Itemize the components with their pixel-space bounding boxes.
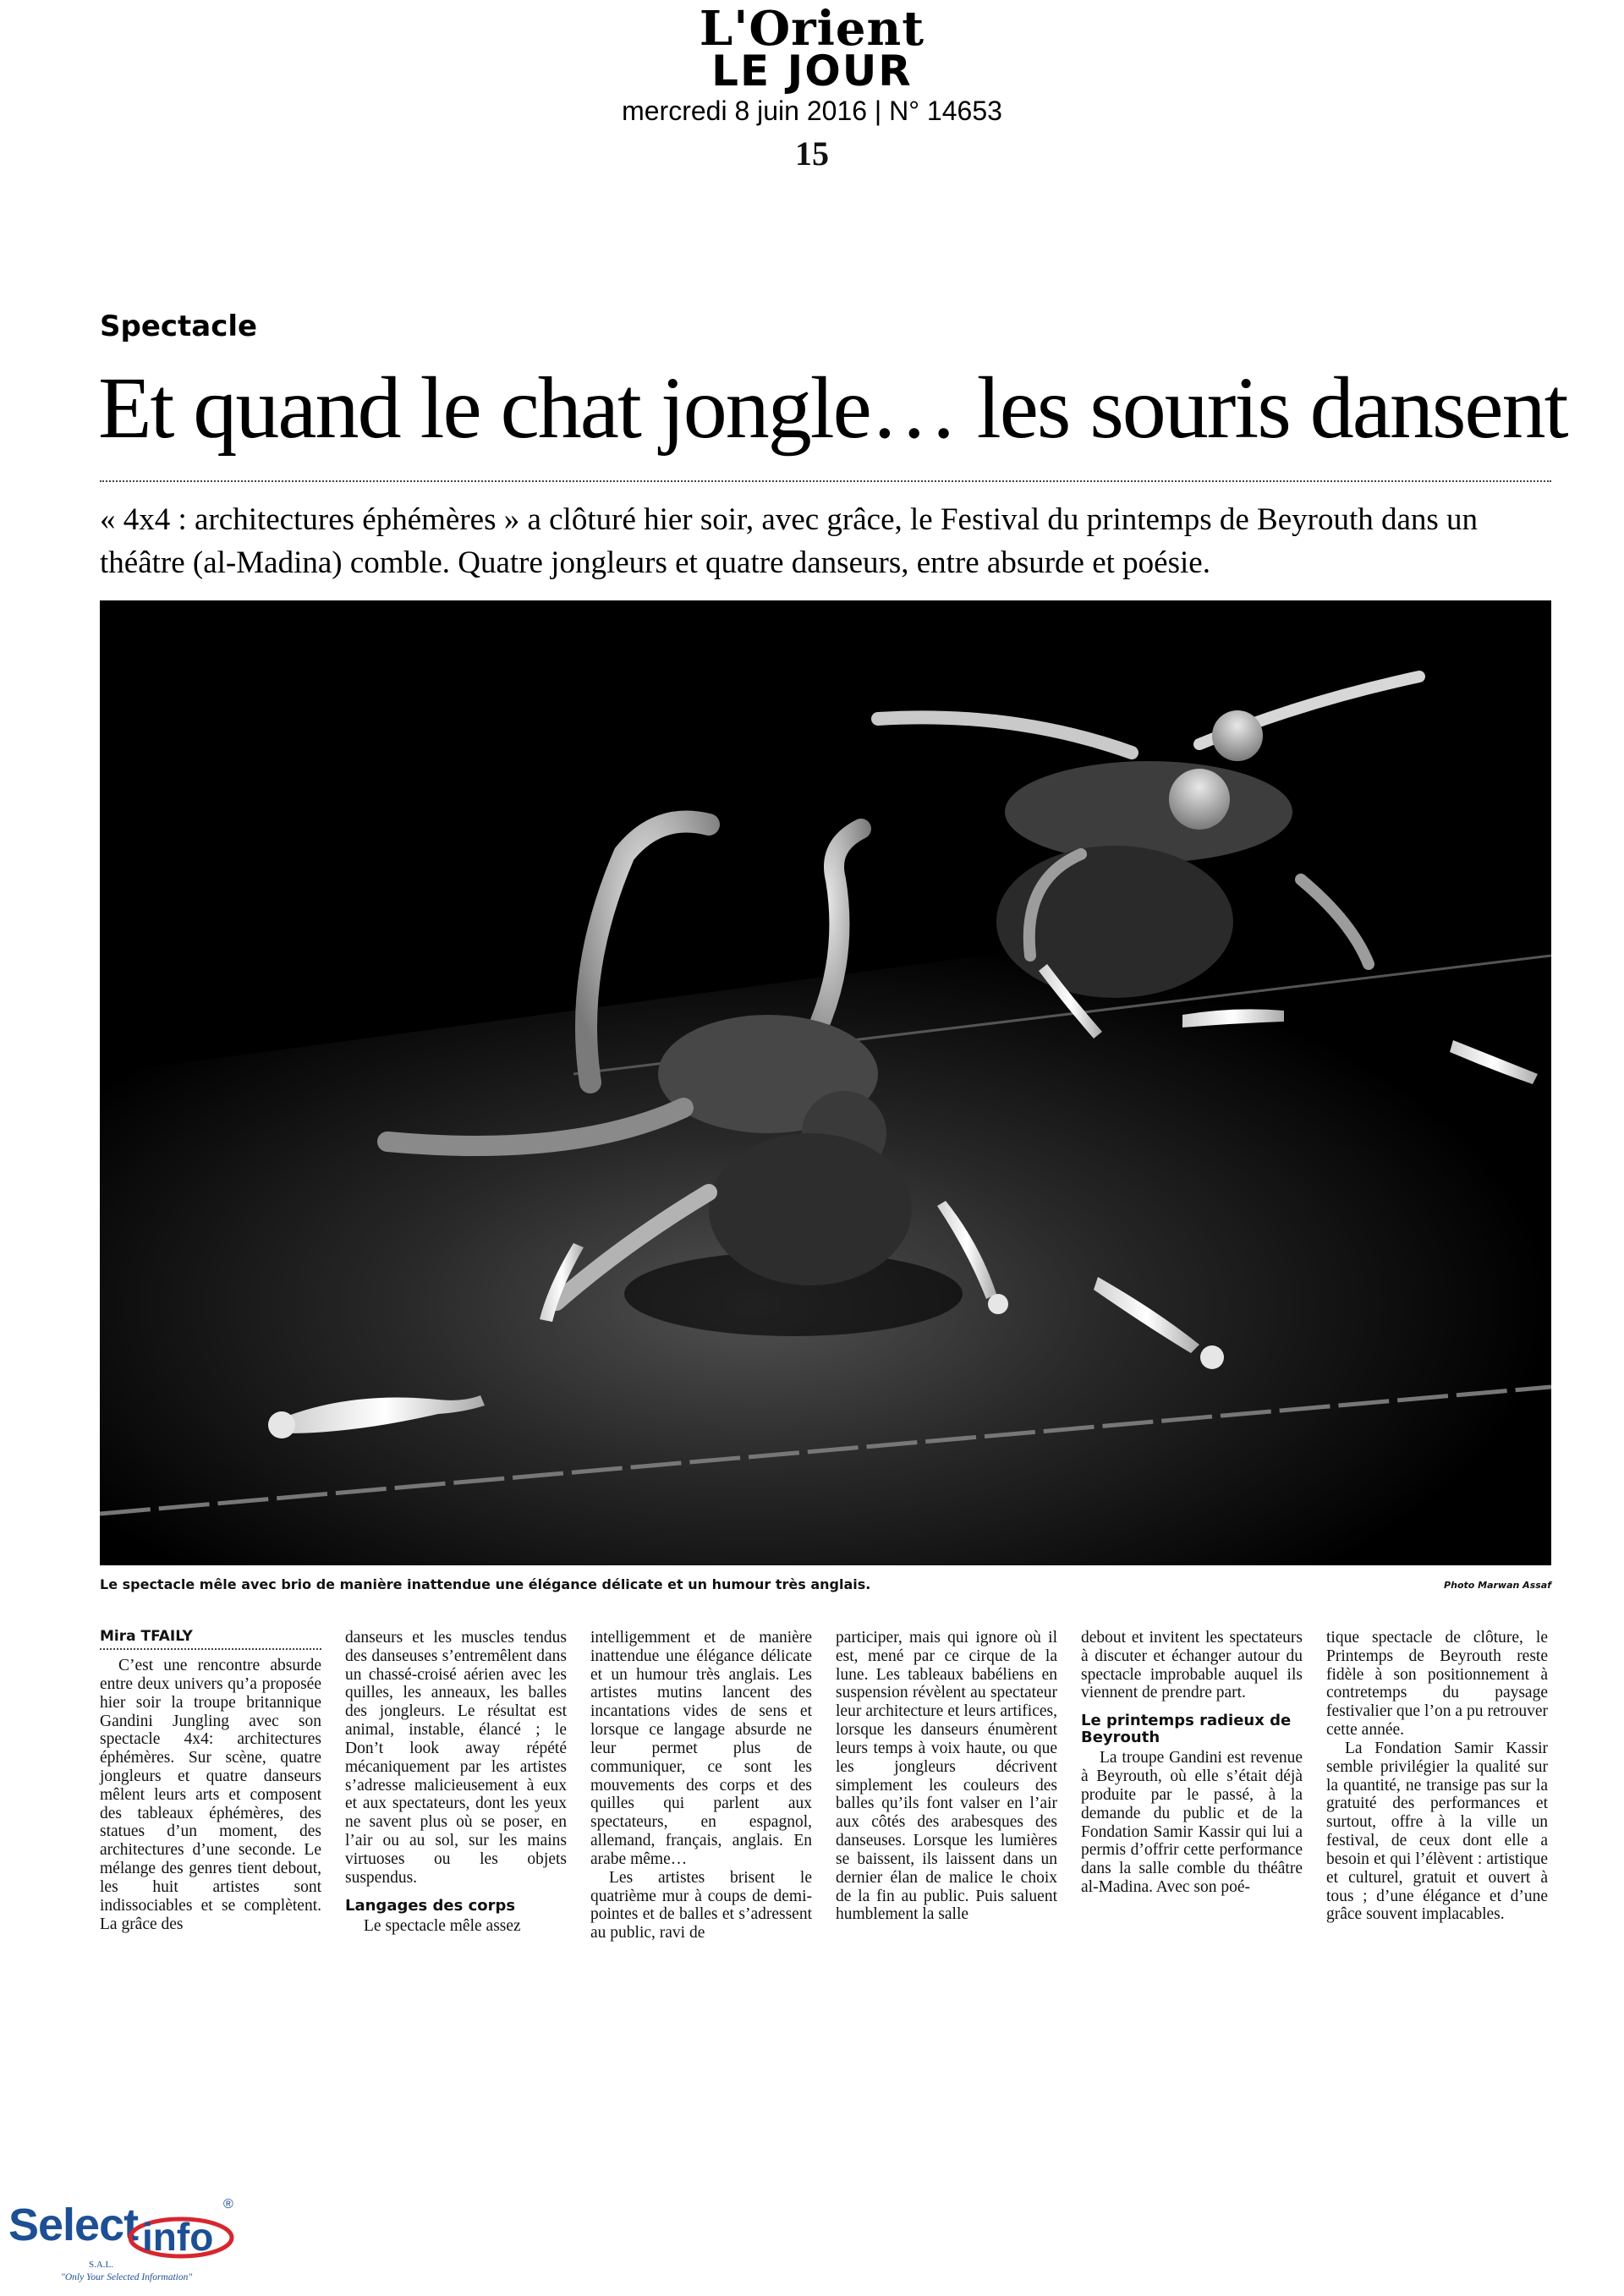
logo-line-1: L'Orient	[699, 1, 925, 57]
subhead: Le printemps radieux de Beyrouth	[1081, 1712, 1292, 1746]
body-column-2	[345, 1629, 567, 1936]
body-column-1	[100, 1629, 321, 1933]
dotted-rule	[100, 480, 1551, 482]
body-paragraph: participer, mais qui ignore où il est, mené par ce cirque de la lune. Les tableaux babéliens en suspension révèlent au spectateur leur architecture et leurs artifices, lorsque les danseurs énumèrent leurs temps à voix haute, ou que les jongleurs décrivent simplement les couleurs des balles qu’ils font valser en l’air aux côtés des arabesques des danseuses. Lorsque les lumières se baissent, ils laissent dans un dernier élan de malice le choix de la fin au public. Puis saluent humblement la salle	[836, 1629, 1057, 1924]
body-paragraph: tique spectacle de clôture, le Printemps de Beyrouth reste fidèle à son positionnement à contretemps du paysage festivalier que l’on a pu retrouver cette année.	[1326, 1629, 1548, 1740]
article-standfirst: « 4x4 : architectures éphémères » a clôturé hier soir, avec grâce, le Festival du printemps de Beyrouth dans un théâtre (al-Madina) comble. Quatre jongleurs et quatre danseurs, entre absurde et poésie.	[100, 502, 1479, 580]
body-paragraph: debout et invitent les spectateurs à discuter et échanger autour du spectacle improbable auquel ils viennent de prendre part.	[1081, 1629, 1303, 1702]
body-paragraph: danseurs et les muscles tendus des danseuses s’entremêlent dans un chassé-croisé aérien avec les quilles, les anneaux, les balles des jongleurs. Le résultat est animal, instable, élancé ; le Don’t look away répété mécaniquement par les artistes s’adresse malicieusement à eux et aux spectateurs, dont les yeux ne savent plus où se poser, en l’air ou au sol, sur les mains virtuoses ou les objets suspendus.	[345, 1629, 567, 1887]
body-paragraph: C’est une rencontre absurde entre deux univers qu’a proposée hier soir la troupe britannique Gandini Jungling avec son spectacle 4x4: architectures éphémères. Sur scène, quatre jongleurs et quatre danseurs mêlent leurs arts et composent des tableaux éphémères, des statues d’un moment, des architectures d’une seconde. Le mélange des genres tient debout, les huit artistes sont indissociables et se complètent. La grâce des	[100, 1657, 321, 1933]
photo-credit: Photo Marwan Assaf	[1444, 1580, 1551, 1591]
body-column-5	[1081, 1629, 1303, 1897]
page-number: 15	[795, 134, 829, 173]
body-column-3	[590, 1629, 812, 1943]
body-paragraph: intelligemment et de manière inattendue une élégance délicate et un humour très anglais. Les artistes mutins lancent des incantations vides de sens et lorsque ce langage absurde ne leur permet plus de communiquer, ce sont les mouvements des corps et des quilles qui parlent aux spectateurs, en espagnol, allemand, français, anglais. En arabe même…	[590, 1629, 812, 1868]
photo-caption: Le spectacle mêle avec brio de manière inattendue une élégance délicate et un humour très anglais.	[100, 1576, 871, 1592]
logo-sub: S.A.L.	[89, 2260, 114, 2270]
byline: Mira TFAILY	[100, 1629, 321, 1650]
article-photo	[100, 600, 1551, 1565]
newspaper-logo	[699, 1, 925, 96]
body-paragraph: Les artistes brisent le quatrième mur à coups de demi-pointes et de balles et s’adressent au public, ravi de	[590, 1868, 812, 1943]
issue-date-number: mercredi 8 juin 2016 | N° 14653	[622, 95, 1002, 126]
selectinfo-logo	[8, 2190, 237, 2288]
body-paragraph: La troupe Gandini est revenue à Beyrouth, où elle s’était déjà produite par le passé, à la demande du public et de la Fondation Samir Kassir qui lui a permis d’offrir cette performance dans la salle comble du théâtre al-Madina. Avec son poé-	[1081, 1749, 1303, 1896]
stage-photo-illustration	[100, 600, 1551, 1565]
article-headline: Et quand le chat jongle… les souris dansent	[98, 359, 1567, 457]
subhead: Langages des corps	[345, 1896, 516, 1915]
logo-word-info: info	[142, 2215, 214, 2259]
section-rubric: Spectacle	[100, 310, 258, 343]
logo-word-select: Select	[8, 2200, 139, 2250]
logo-line-2: LE JOUR	[711, 47, 913, 96]
body-paragraph: Le spectacle mêle assez	[364, 1917, 521, 1936]
body-column-6	[1326, 1629, 1548, 1924]
masthead	[0, 1, 1624, 173]
registered-mark: ®	[223, 2197, 233, 2211]
logo-tagline: "Only Your Selected Information"	[61, 2272, 193, 2282]
body-paragraph: La Fondation Samir Kassir semble privilégier la qualité sur la quantité, ne transige pas sur la gratuité des performances et surtout, offre à la ville un festival, de ceux dont elle a besoin et qui l’élèvent : artistique et culturel, gratuit et ouvert à tous ; d’une élégance et d’une grâce souvent implacables.	[1326, 1739, 1548, 1924]
logo-swoosh-icon	[127, 2212, 235, 2260]
body-column-4	[836, 1629, 1057, 1924]
